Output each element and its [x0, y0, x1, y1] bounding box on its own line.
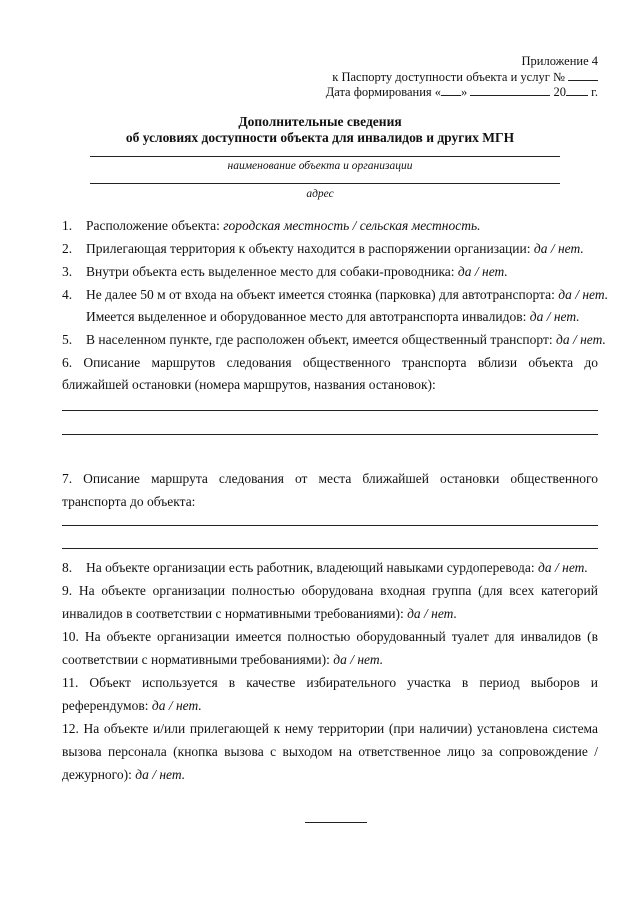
item-text: референдумов: [62, 698, 152, 713]
date-month-field[interactable] [470, 84, 550, 96]
item-text: Имеется выделенное и оборудованное место для автотранспорта инвалидов: [86, 309, 530, 324]
item-7-answer-line-2[interactable] [62, 548, 598, 549]
date-year-field[interactable] [566, 84, 588, 96]
item-10-line-2 [62, 652, 383, 668]
appendix-label [522, 54, 598, 69]
item-12-line-3 [62, 767, 185, 783]
item-7-answer-line-1[interactable] [62, 525, 598, 526]
item-11-line-2 [62, 698, 202, 714]
item-options[interactable]: да / нет. [558, 287, 609, 302]
item-9-line-1: 9. На объекте организации полностью оборудована входная группа (для всех категорий [62, 583, 598, 598]
item-text: В населенном пункте, где расположен объект, имеется общественный транспорт: [86, 332, 556, 347]
date-day-field[interactable] [441, 84, 461, 96]
item-9-line-2 [62, 606, 457, 622]
item-4 [62, 287, 608, 303]
object-name-caption: наименование объекта и организации [227, 160, 413, 172]
item-text: соответствии с нормативными требованиями): [62, 652, 334, 667]
item-text: инвалидов в соответствии с нормативными требованиями): [62, 606, 408, 621]
object-name-field[interactable] [90, 156, 560, 157]
item-12-line-1: 12. На объекте и/или прилегающей к нему территории (при наличии) установлена система [62, 721, 598, 736]
item-3 [62, 264, 508, 280]
item-10-line-1: 10. На объекте организации имеется полностью оборудованный туалет для инвалидов (в [62, 629, 598, 644]
item-options[interactable]: да / нет. [533, 241, 584, 256]
item-6-line-1: 6. Описание маршрутов следования общественного транспорта вблизи объекта до [62, 355, 598, 370]
item-options[interactable]: да / нет. [407, 606, 457, 621]
item-options[interactable]: да / нет. [151, 698, 202, 713]
item-6-answer-line-1[interactable] [62, 410, 598, 411]
closing-divider [305, 822, 367, 823]
item-text: дежурного): [62, 767, 136, 782]
item-options[interactable]: да / нет. [457, 264, 508, 279]
item-1 [62, 218, 481, 234]
item-options[interactable]: да / нет. [538, 560, 588, 575]
address-field[interactable] [90, 183, 560, 184]
item-7-line-2: транспорта до объекта: [62, 494, 196, 509]
item-number: 2. [62, 241, 73, 256]
item-number: 4. [62, 287, 73, 302]
item-text: Внутри объекта есть выделенное место для собаки-проводника: [86, 264, 458, 279]
passport-text: к Паспорту доступности объекта и услуг № [332, 70, 565, 84]
item-text: Прилегающая территория к объекту находится в распоряжении организации: [86, 241, 534, 256]
item-number: 3. [62, 264, 73, 279]
item-11-line-1: 11. Объект используется в качестве избирательного участка в период выборов и [62, 675, 598, 690]
item-8 [62, 560, 588, 576]
year-prefix: 20 [553, 85, 567, 99]
item-2 [62, 241, 584, 257]
title-line-1: Дополнительные сведения [238, 114, 402, 129]
item-options[interactable]: да / нет. [555, 332, 606, 347]
passport-line [332, 69, 598, 85]
item-options[interactable]: да / нет. [333, 652, 384, 667]
item-options[interactable]: городская местность / сельская местность. [223, 218, 481, 233]
item-number: 8. [62, 560, 73, 575]
item-number: 5. [62, 332, 73, 347]
item-6-answer-line-2[interactable] [62, 434, 598, 435]
date-line [326, 84, 598, 100]
item-5 [62, 332, 606, 348]
item-options[interactable]: да / нет. [529, 309, 580, 324]
item-number: 1. [62, 218, 73, 233]
item-4b [86, 309, 580, 325]
item-text: На объекте организации есть работник, владеющий навыками сурдоперевода: [86, 560, 539, 575]
appendix-text: Приложение 4 [521, 54, 598, 68]
item-12-line-2: вызова персонала (кнопка вызова с выходом на ответственное лицо за сопровождение / [62, 744, 598, 759]
date-label: Дата формирования « [325, 85, 442, 99]
item-text: Не далее 50 м от входа на объект имеется стоянка (парковка) для автотранспорта: [86, 287, 559, 302]
date-quote-close: » [461, 85, 468, 99]
item-options[interactable]: да / нет. [135, 767, 186, 782]
item-6-line-2: ближайшей остановки (номера маршрутов, названия остановок): [62, 377, 436, 392]
passport-number-field[interactable] [568, 69, 598, 81]
item-text: Расположение объекта: [86, 218, 224, 233]
item-7-line-1: 7. Описание маршрута следования от места ближайшей остановки общественного [62, 471, 598, 486]
address-caption: адрес [306, 188, 334, 200]
year-suffix: г. [591, 85, 598, 99]
title-line-2: об условиях доступности объекта для инвалидов и других МГН [125, 130, 515, 145]
